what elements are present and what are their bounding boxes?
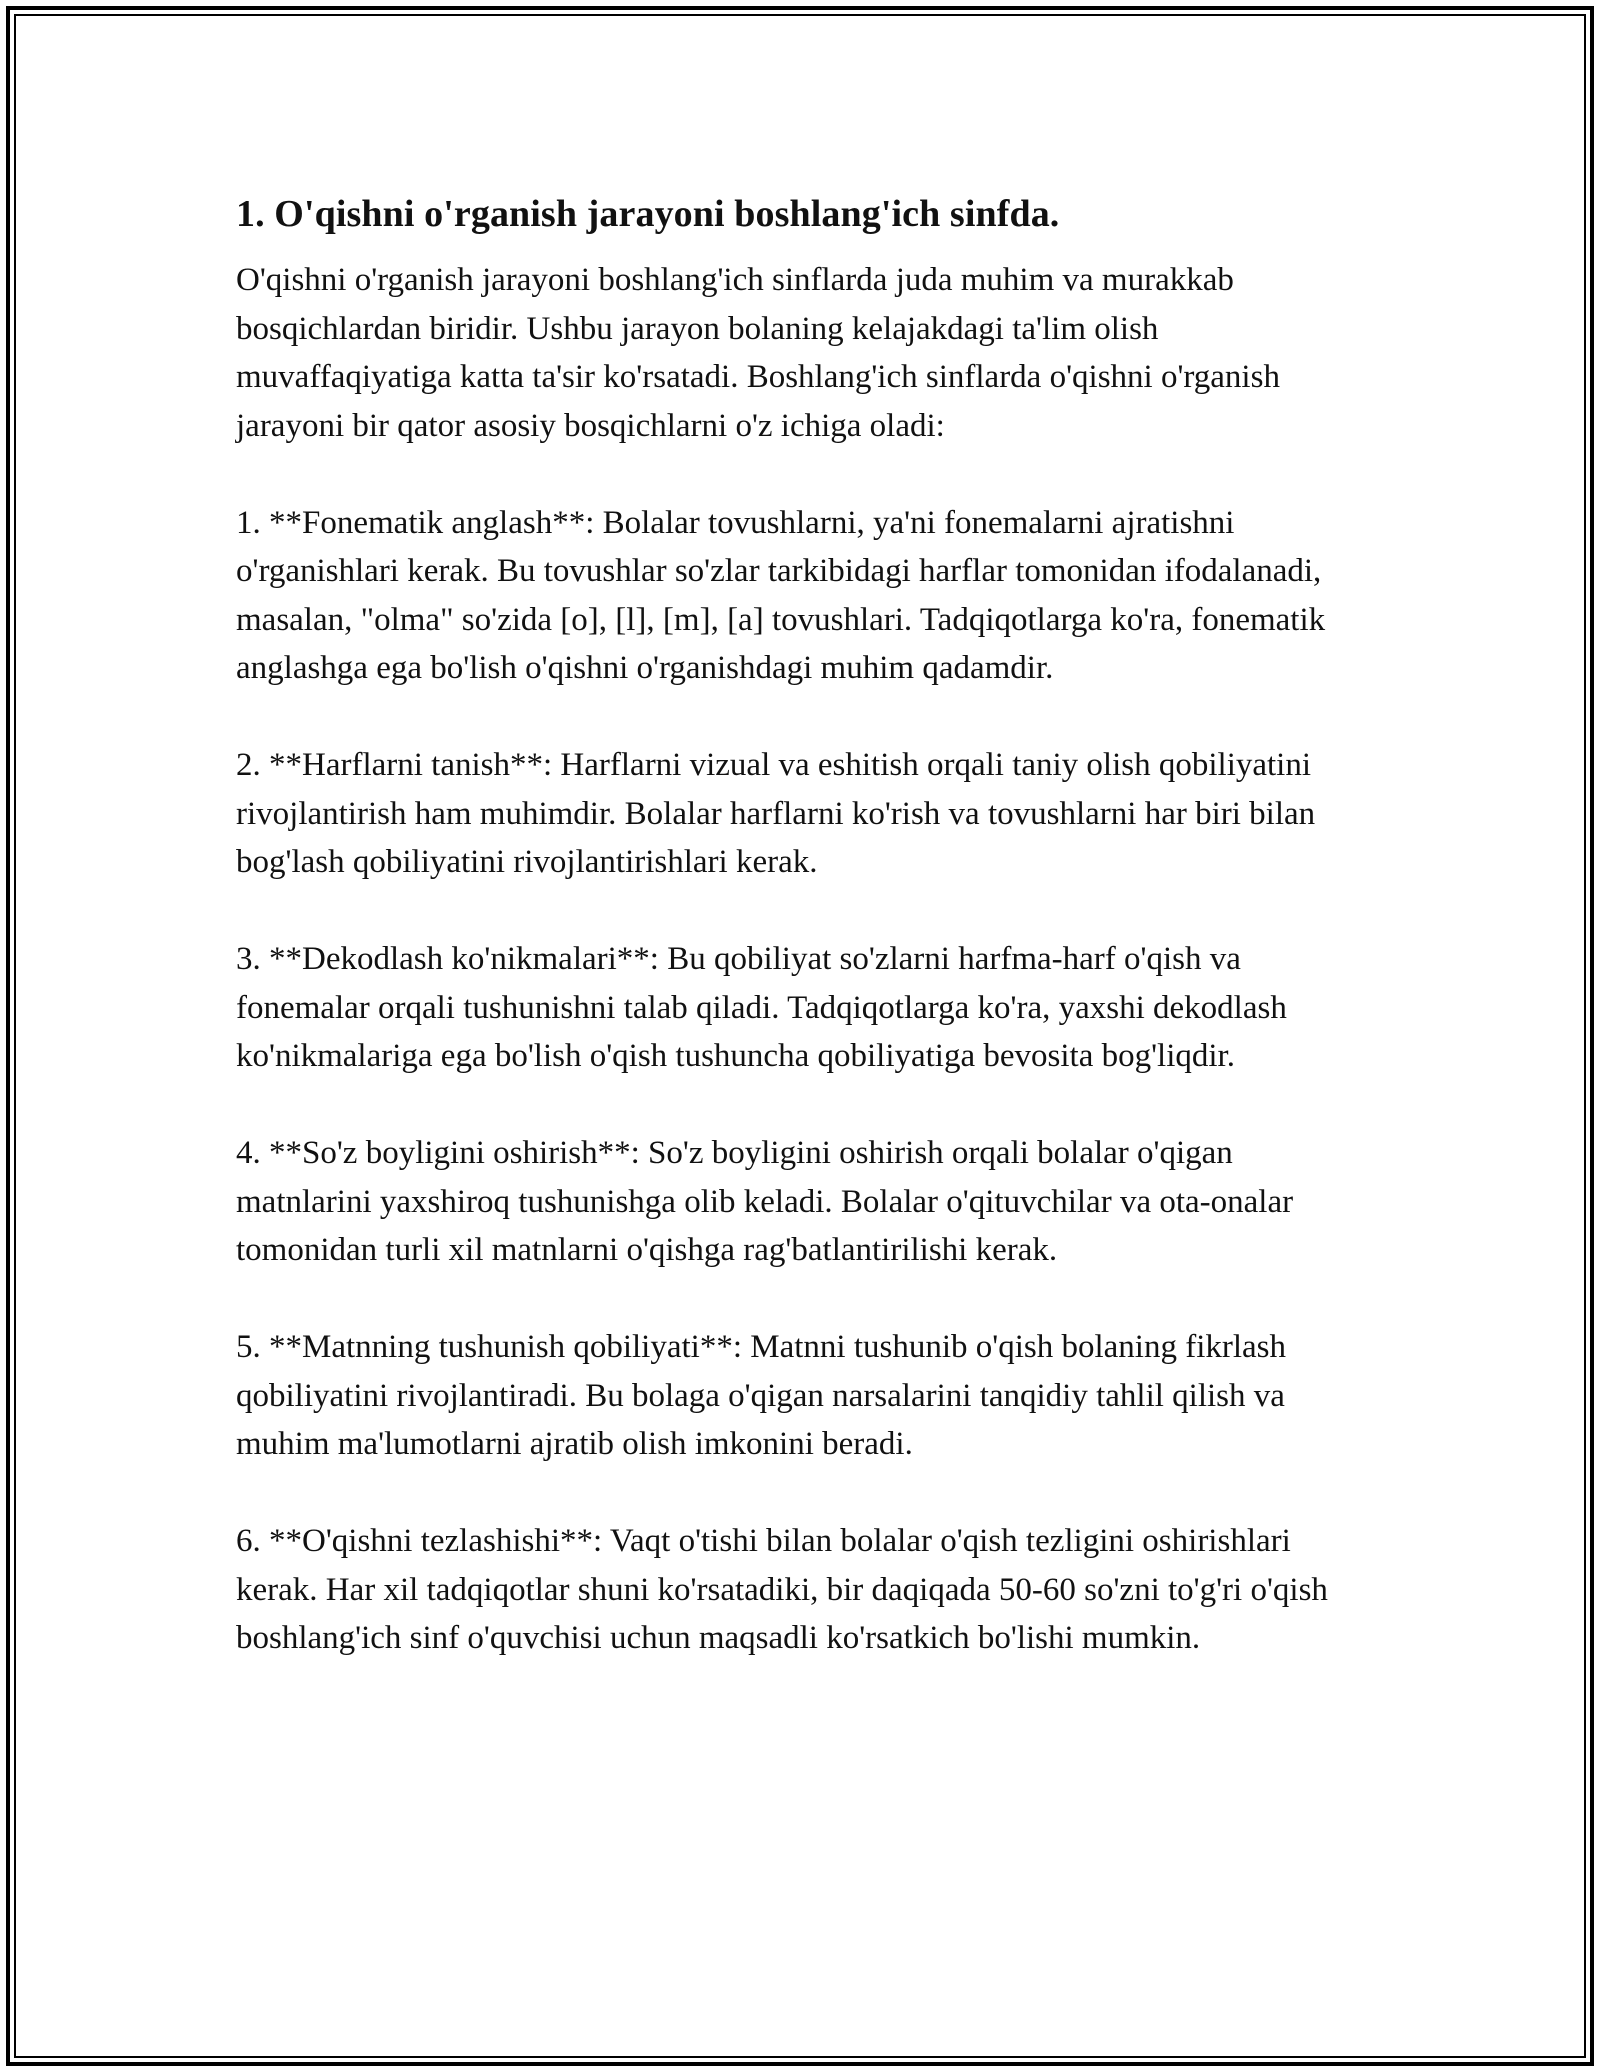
- document-body: [236, 186, 1366, 1711]
- list-item-2: 2. **Harflarni tanish**: Harflarni vizual va eshitish orqali taniy olish qobiliyatini rivojlantirish ham muhimdir. Bolalar harflarni ko'rish va tovushlarni har biri bilan bog'lash qobiliyatini rivojlantirishlari kerak.: [236, 747, 1316, 880]
- list-item-3: 3. **Dekodlash ko'nikmalari**: Bu qobiliyat so'zlarni harfma-harf o'qish va fonemalar orqali tushunishni talab qiladi. Tadqiqotlarga ko'ra, yaxshi dekodlash ko'nikmalariga ega bo'lish o'qish tushuncha qobiliyatiga bevosita bog'liqdir.: [236, 941, 1287, 1074]
- document-title: 1. O'qishni o'rganish jarayoni boshlang'ich sinfda.: [236, 193, 1060, 235]
- list-item-6: 6. **O'qishni tezlashishi**: Vaqt o'tishi bilan bolalar o'qish tezligini oshirishlari kerak. Har xil tadqiqotlar shuni ko'rsatadiki, bir daqiqada 50-60 so'zni to'g'ri o'qish boshlang'ich sinf o'quvchisi uchun maqsadli ko'rsatkich bo'lishi mumkin.: [236, 1523, 1328, 1656]
- list-item-1: 1. **Fonematik anglash**: Bolalar tovushlarni, ya'ni fonemalarni ajratishni o'rganishlari kerak. Bu tovushlar so'zlar tarkibidagi harflar tomonidan ifodalanadi, masalan, "olma" so'zida [o], [l], [m], [a] tovushlari. Tadqiqotlarga ko'ra, fonematik anglashga ega bo'lish o'qishni o'rganishdagi muhim qadamdir.: [236, 504, 1326, 686]
- intro-paragraph: O'qishni o'rganish jarayoni boshlang'ich sinflarda juda muhim va murakkab bosqichlardan biridir. Ushbu jarayon bolaning kelajakdagi ta'lim olish muvaffaqiyatiga katta ta'sir ko'rsatadi. Boshlang'ich sinflarda o'qishni o'rganish jarayoni bir qator asosiy bosqichlarni o'z ichiga oladi:: [236, 262, 1280, 444]
- list-item-4: 4. **So'z boyligini oshirish**: So'z boyligini oshirish orqali bolalar o'qigan matnlarini yaxshiroq tushunishga olib keladi. Bolalar o'qituvchilar va ota-onalar tomonidan turli xil matnlarni o'qishga rag'batlantirilishi kerak.: [236, 1135, 1294, 1268]
- list-item-5: 5. **Matnning tushunish qobiliyati**: Matnni tushunib o'qish bolaning fikrlash qobiliyatini rivojlantiradi. Bu bolaga o'qigan narsalarini tanqidiy tahlil qilish va muhim ma'lumotlarni ajratib olish imkonini beradi.: [236, 1329, 1287, 1462]
